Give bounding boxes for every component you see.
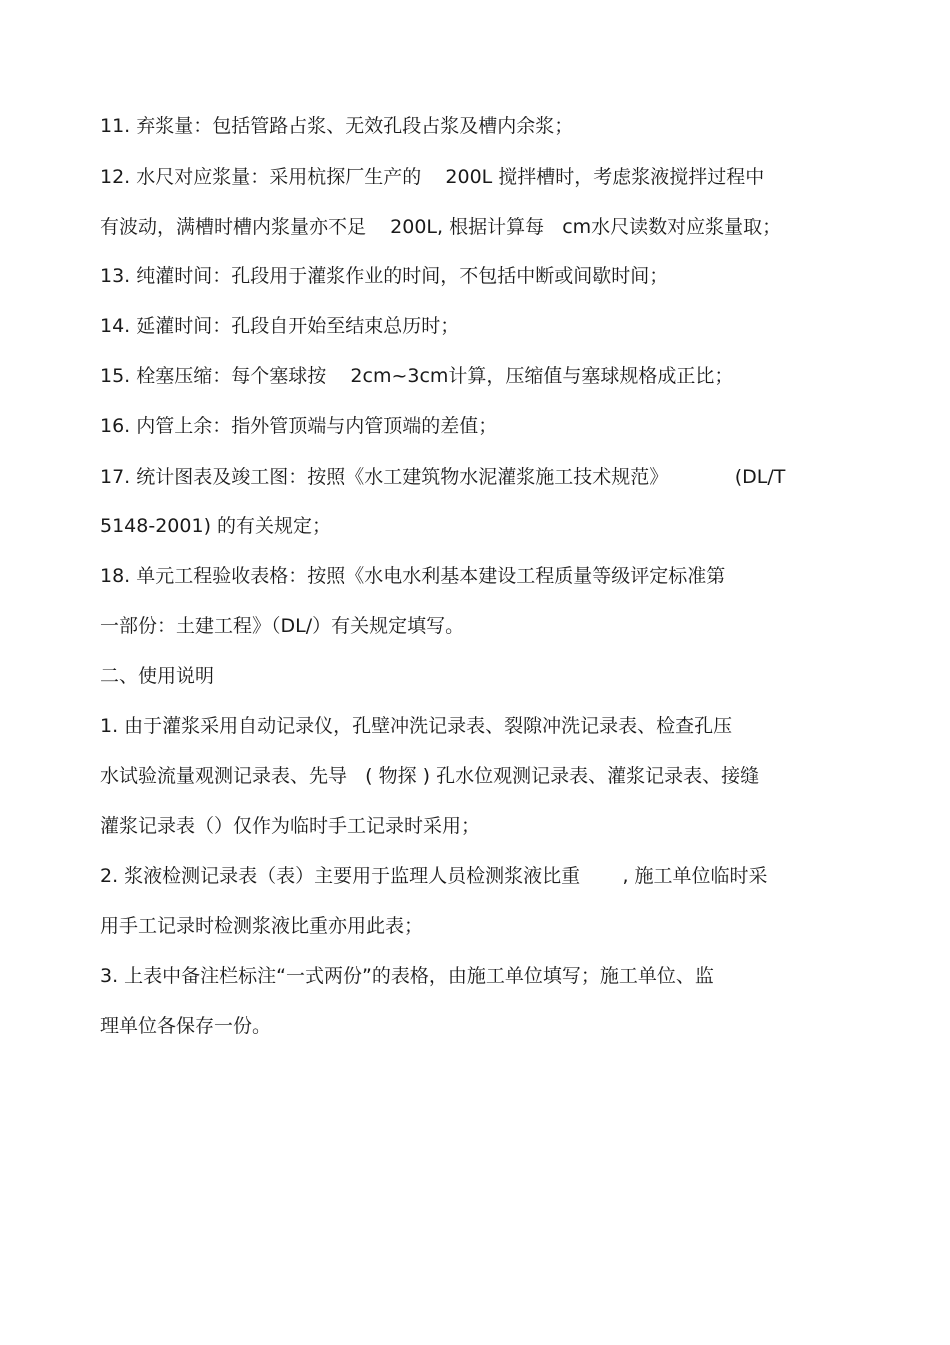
text-line: 一部份：土建工程》（DL/）有关规定填写。 [100, 615, 465, 637]
text-line: 18. 单元工程验收表格：按照《水电水利基本建设工程质量等级评定标准第 [100, 565, 726, 587]
text-line: 14. 延灌时间：孔段自开始至结束总历时； [100, 315, 460, 337]
text-line: 1. 由于灌浆采用自动记录仪，孔壁冲洗记录表、裂隙冲洗记录表、检查孔压 [100, 715, 733, 737]
text-line: 2. 浆液检测记录表（表）主要用于监理人员检测浆液比重 , 施工单位临时采 [100, 865, 768, 887]
text-line: 3. 上表中备注栏标注“一式两份”的表格，由施工单位填写；施工单位、监 [100, 965, 714, 987]
text-line: 16. 内管上余：指外管顶端与内管顶端的差值； [100, 415, 498, 437]
section-heading: 二、使用说明 [100, 665, 215, 687]
text-line: 灌浆记录表（）仅作为临时手工记录时采用； [100, 815, 481, 837]
text-line: 17. 统计图表及竣工图：按照《水工建筑物水泥灌浆施工技术规范》 (DL/T [100, 466, 786, 488]
text-line: 12. 水尺对应浆量：采用杭探厂生产的 200L 搅拌槽时，考虑浆液搅拌过程中 [100, 166, 765, 188]
text-line: 有波动，满槽时槽内浆量亦不足 200L, 根据计算每 cm水尺读数对应浆量取； [100, 216, 782, 238]
text-line: 5148-2001) 的有关规定； [100, 515, 332, 537]
text-line: 水试验流量观测记录表、先导 ( 物探 ) 孔水位观测记录表、灌浆记录表、接缝 [100, 765, 760, 787]
text-line: 15. 栓塞压缩：每个塞球按 2cm~3cm计算，压缩值与塞球规格成正比； [100, 365, 734, 387]
text-line: 理单位各保存一份。 [100, 1015, 272, 1037]
text-line: 11. 弃浆量：包括管路占浆、无效孔段占浆及槽内余浆； [100, 115, 574, 137]
text-line: 13. 纯灌时间：孔段用于灌浆作业的时间，不包括中断或间歇时间； [100, 265, 669, 287]
text-line: 用手工记录时检测浆液比重亦用此表； [100, 915, 424, 937]
